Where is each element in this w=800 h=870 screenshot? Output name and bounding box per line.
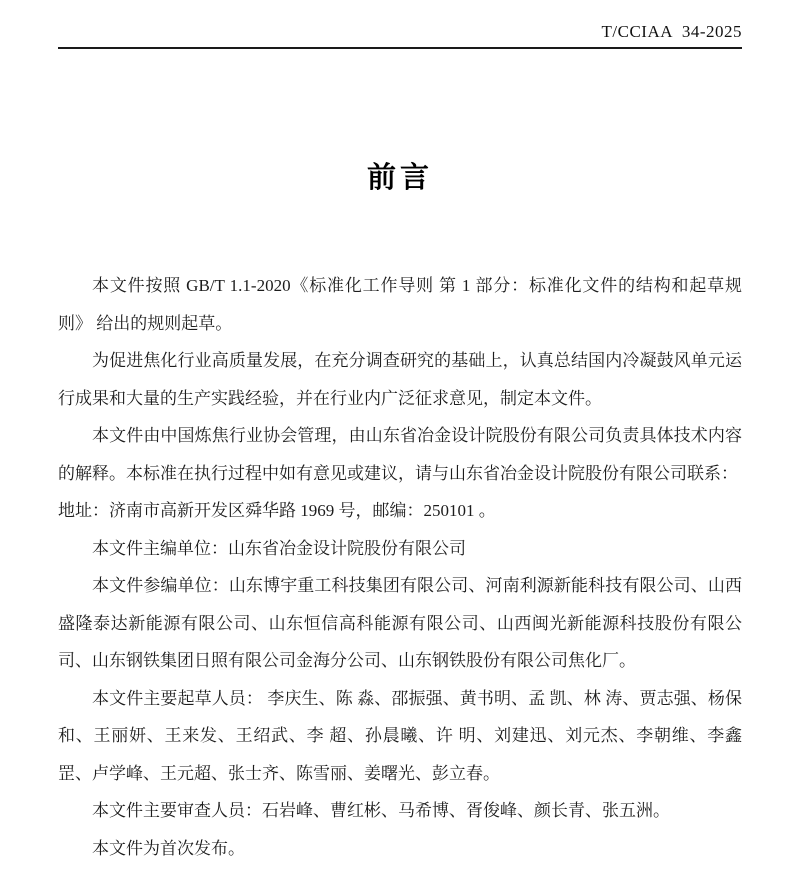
paragraph-first-issue: 本文件为首次发布。	[92, 838, 245, 858]
paragraph-main-drafters: 本文件主要起草人员： 李庆生、陈 淼、邵振强、黄书明、孟 凯、林 涛、贾志强、杨保和、王丽妍、王来发、王绍武、李 超、孙晨曦、许 明、刘建迅、刘元杰、李朝维、李鑫罡、卢学峰、王元超、张士齐、陈雪丽、姜曙光、彭立春。	[58, 688, 742, 783]
paragraph-purpose: 为促进焦化行业高质量发展，在充分调查研究的基础上，认真总结国内冷凝鼓风单元运行成果和大量的生产实践经验，并在行业内广泛征求意见，制定本文件。	[58, 351, 742, 408]
paragraph-chief-editor-unit: 本文件主编单位：山东省冶金设计院股份有限公司	[92, 538, 466, 558]
foreword-title: 前言	[366, 162, 433, 194]
paragraph-administration: 本文件由中国炼焦行业协会管理，由山东省冶金设计院股份有限公司负责具体技术内容的解释。本标准在执行过程中如有意见或建议，请与山东省冶金设计院股份有限公司联系：	[58, 426, 742, 483]
page-header	[58, 0, 742, 49]
paragraph-drafting-basis: 本文件按照 GB/T 1.1-2020《标准化工作导则 第 1 部分：标准化文件的结构和起草规则》 给出的规则起草。	[58, 276, 742, 333]
document-body	[58, 267, 742, 867]
paragraph-contact-address: 地址：济南市高新开发区舜华路 1969 号，邮编：250101 。	[58, 501, 496, 520]
paragraph-participating-units: 本文件参编单位：山东博宇重工科技集团有限公司、河南利源新能科技有限公司、山西盛隆泰达新能源有限公司、山东恒信高科能源有限公司、山西闽光新能源科技股份有限公司、山东钢铁集团日照有限公司金海分公司、山东钢铁股份有限公司焦化厂。	[58, 576, 742, 670]
standard-number: T/CCIAA 34-2025	[601, 22, 742, 41]
paragraph-main-reviewers: 本文件主要审查人员：石岩峰、曹红彬、马希博、胥俊峰、颜长青、张五洲。	[92, 801, 670, 820]
